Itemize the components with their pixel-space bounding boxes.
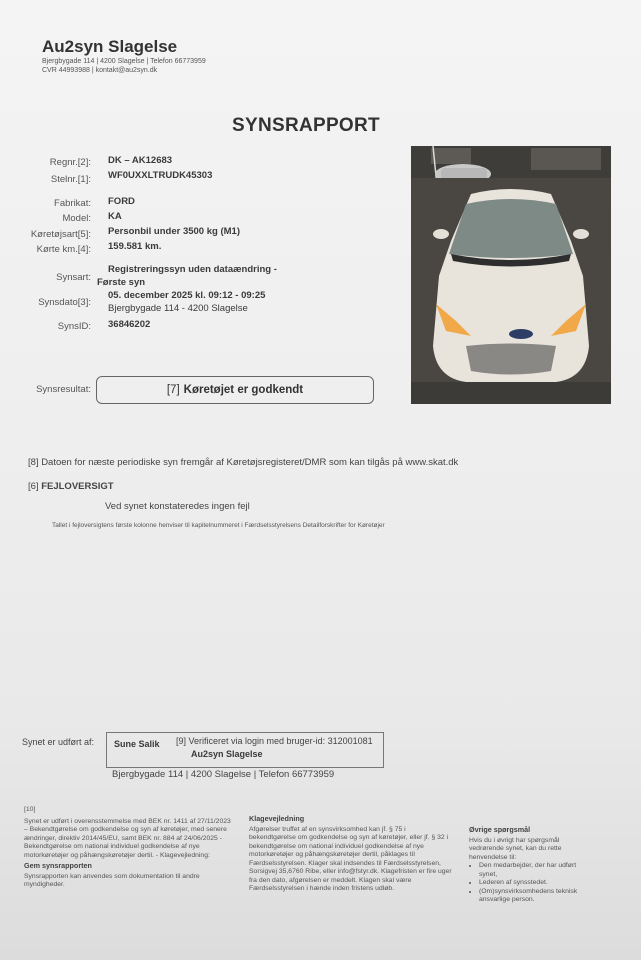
koretojsart-value: Personbil under 3500 kg (M1) xyxy=(108,226,240,237)
model-label: Model: xyxy=(62,213,91,224)
footer-questions-column xyxy=(469,826,594,905)
synsart-value-line2: Første syn xyxy=(97,277,146,288)
footer-complaint-column xyxy=(249,815,454,894)
questions-heading: Øvrige spørgsmål xyxy=(469,825,531,834)
synsart-label: Synsart: xyxy=(56,272,91,283)
regnr-label: Regnr.[2]: xyxy=(49,157,91,168)
stelnr-value: WF0UXXLTRUDK45303 xyxy=(108,170,213,181)
performed-by-label: Synet er udført af: xyxy=(22,737,95,747)
fault-overview-heading xyxy=(28,481,114,492)
koretojsart-label: Køretøjsart[5]: xyxy=(30,229,91,240)
fault-overview-footnote: Tallet i fejloversigtens første kolonne henviser til kapitelnummeret i Færdselsstyrelsens Detailforskrifter for Køretøjer xyxy=(52,522,385,529)
inspector-name: Sune Salik xyxy=(114,739,160,749)
fabrikat-value: FORD xyxy=(108,196,135,207)
fault-overview-text: Ved synet konstateredes ingen fejl xyxy=(105,501,250,512)
company-address: Bjergbygade 114 | 4200 Slagelse | Telefon 66773959 xyxy=(42,58,206,65)
complaint-heading: Klagevejledning xyxy=(249,814,305,823)
synsid-value: 36846202 xyxy=(108,319,151,330)
next-inspection-note: [8] Datoen for næste periodiske syn fremgår af Køretøjsregisteret/DMR som kan tilgås på www.skat.dk xyxy=(28,457,459,468)
fault-overview-ref: [6] xyxy=(28,481,39,492)
company-name: Au2syn Slagelse xyxy=(42,37,178,56)
model-value: KA xyxy=(108,211,122,222)
km-value: 159.581 km. xyxy=(108,241,162,252)
footer-legal-column xyxy=(24,806,234,890)
footer-save-text: Synsrapporten kan anvendes som dokumentation til andre myndigheder. xyxy=(24,872,200,888)
footer-ref: [10] xyxy=(24,806,36,813)
stelnr-label: Stelnr.[1]: xyxy=(50,174,91,185)
complaint-text: Afgørelser truffet af en synsvirksomhed kan jf. § 75 i bekendtgørelse om godkendelse og syn af køretøjer, eller jf. § 32 i bekendtgørelse om national individuel godkendelse af nye motorkøretøjer og påhængskøretøjer dertil, påklages til Færdselsstyrelsen. Klager skal indsendes til Færdselsstyrelsen, Sorsigvej 35,6760 Ribe, eller info@fstyr.dk. Klagefristen er fire uger fra den dato, afgørelsen er meddelt. Klagen skal være Færdselsstyrelsen i hænde inden fristens udløb. xyxy=(249,825,452,892)
vehicle-photo xyxy=(411,146,611,404)
report-title: SYNSRAPPORT xyxy=(232,115,380,136)
synsart-value-line1: Registreringssyn uden dataændring - xyxy=(108,264,277,275)
questions-text: Hvis du i øvrigt har spørgsmål vedrørende synet, kan du rette henvendelse til: xyxy=(469,836,562,861)
synsid-label: SynsID: xyxy=(57,321,91,332)
inspector-company: Au2syn Slagelse xyxy=(191,749,263,759)
questions-list-item: • Den medarbejder, der har udført synet, xyxy=(479,862,594,879)
footer-save-heading: Gem synsrapporten xyxy=(24,861,92,870)
synssted-value: Bjergbygade 114 - 4200 Slagelse xyxy=(108,303,248,314)
fabrikat-label: Fabrikat: xyxy=(54,198,91,209)
result-box xyxy=(96,376,374,404)
result-text: Køretøjet er godkendt xyxy=(183,384,304,396)
synsdato-value: 05. december 2025 kl. 09:12 - 09:25 xyxy=(108,290,266,301)
questions-list-item: • Lederen af synsstedet. xyxy=(479,879,594,888)
verification-text: [9] Verificeret via login med bruger-id: 312001081 xyxy=(176,736,373,746)
result-ref: [7] xyxy=(166,384,180,396)
fault-overview-title: FEJLOVERSIGT xyxy=(41,481,114,492)
questions-list-item: • (Om)synsvirksomhedens teknisk ansvarlige person. xyxy=(479,888,594,905)
regnr-value: DK – AK12683 xyxy=(108,155,173,166)
footer-legal-text: Synet er udført i overensstemmelse med BEK nr. 1411 af 27/11/2023 – Bekendtgørelse om godkendelse og syn af køretøjer, med senere ændringer, direktiv 2014/45/EU, samt BEK nr. 884 af 24/06/2025 - Bekendtgørelse om national individuel godkendelse af nye motorkøretøjer og påhængskøretøjer dertil. - Klagevejledning: xyxy=(24,817,231,859)
questions-list xyxy=(469,862,594,905)
km-label: Kørte km.[4]: xyxy=(36,244,91,255)
performed-by-address: Bjergbygade 114 | 4200 Slagelse | Telefon 66773959 xyxy=(112,769,335,780)
synsdato-label: Synsdato[3]: xyxy=(38,297,91,308)
company-cvr: CVR 44993988 | kontakt@au2syn.dk xyxy=(42,67,158,74)
result-label: Synsresultat: xyxy=(36,384,91,395)
